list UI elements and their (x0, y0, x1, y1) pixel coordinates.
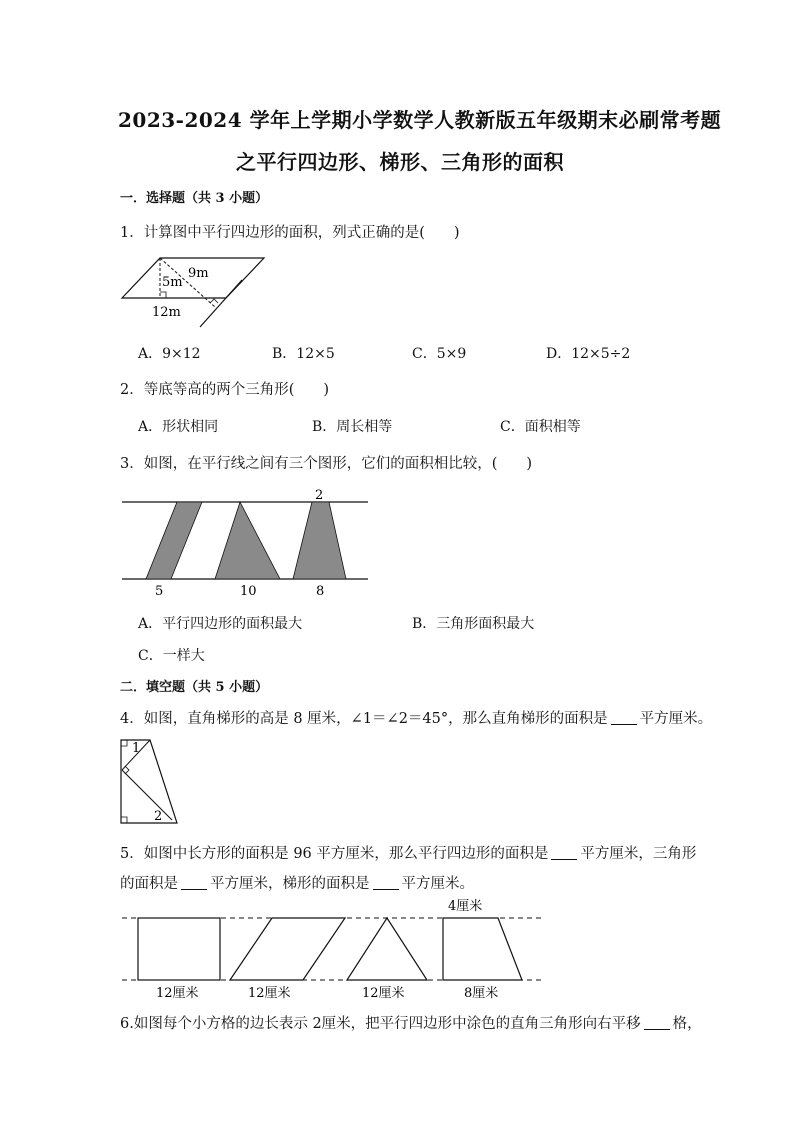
q1-label-height: 5m (162, 275, 183, 290)
q5-label-top: 4厘米 (448, 899, 483, 914)
question-1-text: 1．计算图中平行四边形的面积，列式正确的是( ) (120, 225, 460, 241)
title-line-1: 2023-2024 学年上学期小学数学人教新版五年级期末必刷常考题 (118, 108, 722, 132)
q1-option-d: D．12×5÷2 (546, 346, 631, 362)
q3-option-c: C．一样大 (138, 648, 205, 664)
q3-option-a: A．平行四边形的面积最大 (138, 616, 303, 632)
q6-text-a: 6.如图每个小方格的边长表示 2厘米，把平行四边形中涂色的直角三角形向右平移 (120, 1016, 641, 1032)
q5-label-base-4: 8厘米 (464, 986, 499, 1001)
q1-option-c: C．5×9 (412, 346, 467, 362)
q5-line2-b: 平方厘米，梯形的面积是 (210, 876, 370, 892)
q6-answer-blank[interactable] (644, 1015, 670, 1030)
q1-option-a: A．9×12 (138, 346, 201, 362)
q2-option-b: B．周长相等 (312, 419, 393, 435)
q5-line1-a: 5．如图中长方形的面积是 96 平方厘米，那么平行四边形的面积是 (120, 846, 549, 862)
q5-line2-c: 平方厘米。 (401, 876, 474, 892)
q3-label-top: 2 (315, 488, 324, 503)
q4-angle-2-label: 2 (154, 809, 163, 824)
q4-text-b: 平方厘米。 (639, 711, 713, 727)
q4-angle-1-label: 1 (132, 741, 141, 756)
section-choice: 一．选择题（共 3 小题） (120, 191, 269, 206)
q1-label-slant: 9m (188, 266, 209, 281)
question-6-text (120, 1012, 702, 1033)
q5-label-base-2: 12厘米 (248, 986, 291, 1001)
q3-option-b: B．三角形面积最大 (412, 616, 535, 632)
q6-text-b: 格， (672, 1016, 702, 1032)
q5-line1-b: 平方厘米，三角形 (580, 846, 697, 862)
question-3-text: 3．如图，在平行线之间有三个图形，它们的面积相比较，( ) (120, 456, 533, 472)
q3-label-base-3: 8 (316, 584, 325, 599)
q4-text-a: 4．如图，直角梯形的高是 8 厘米，∠1＝∠2＝45°，那么直角梯形的面积是 (120, 711, 608, 727)
q2-option-a: A．形状相同 (138, 419, 219, 435)
section-fill: 二．填空题（共 5 小题） (120, 680, 269, 695)
q5-label-base-1: 12厘米 (156, 986, 199, 1001)
q3-label-base-1: 5 (155, 584, 164, 599)
q2-option-c: C．面积相等 (500, 419, 581, 435)
q5-label-base-3: 12厘米 (362, 986, 405, 1001)
q3-label-base-2: 10 (240, 584, 257, 599)
q5-line2-a: 的面积是 (120, 876, 178, 892)
question-2-text: 2．等底等高的两个三角形( ) (120, 382, 330, 398)
title-line-2: 之平行四边形、梯形、三角形的面积 (236, 150, 564, 174)
q1-label-base: 12m (152, 305, 181, 320)
q1-option-b: B．12×5 (272, 346, 335, 362)
